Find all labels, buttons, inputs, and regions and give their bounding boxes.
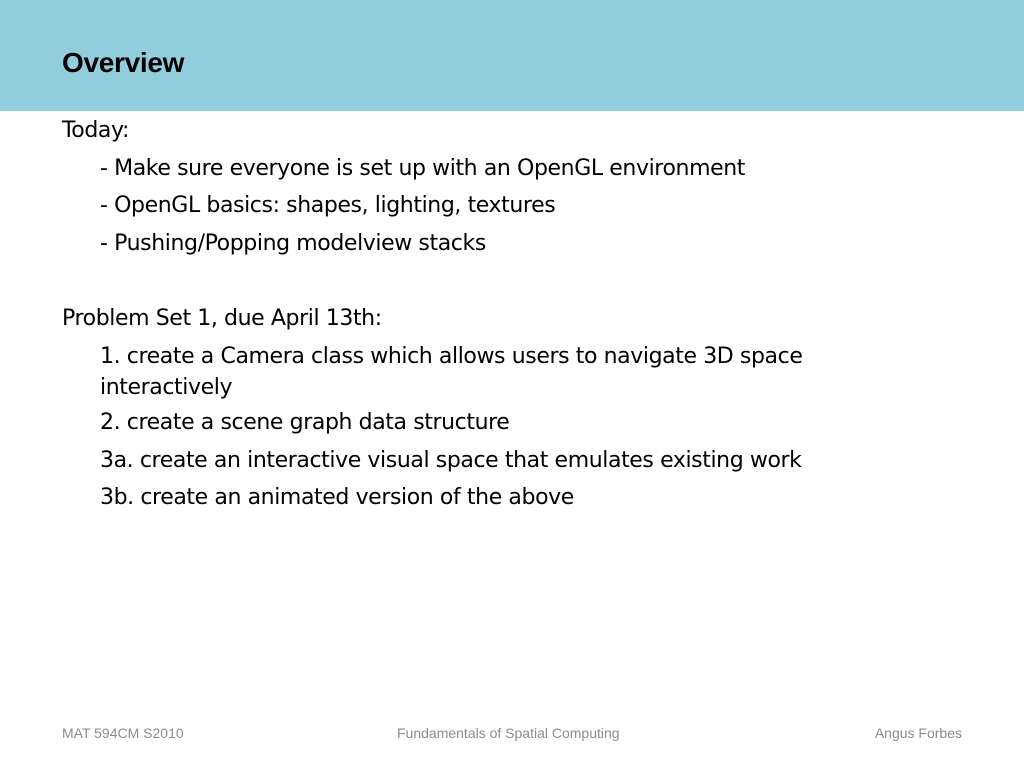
today-item-2: - OpenGL basics: shapes, lighting, textures (100, 193, 556, 218)
spacer (62, 266, 962, 304)
slide-body (62, 116, 962, 521)
problem-set-item-3b: 3b. create an animated version of the above (100, 485, 574, 510)
title-bar (0, 0, 1024, 111)
footer-course-title: Fundamentals of Spatial Computing (397, 725, 620, 741)
today-item-3: - Pushing/Popping modelview stacks (100, 230, 486, 256)
problem-set-heading: Problem Set 1, due April 13th: (62, 305, 382, 331)
footer-course: MAT 594CM S2010 (62, 725, 184, 741)
today-item-1: - Make sure everyone is set up with an OpenGL environment (100, 155, 745, 181)
problem-set-item-3a: 3a. create an interactive visual space that emulates existing work (100, 447, 802, 473)
footer-author: Angus Forbes (874, 725, 962, 741)
today-heading: Today: (62, 118, 130, 143)
slide-title: Overview (62, 47, 185, 78)
problem-set-item-2: 2. create a scene graph data structure (100, 410, 510, 435)
problem-set-item-1: 1. create a Camera class which allows users to navigate 3D space interactively (100, 344, 803, 400)
